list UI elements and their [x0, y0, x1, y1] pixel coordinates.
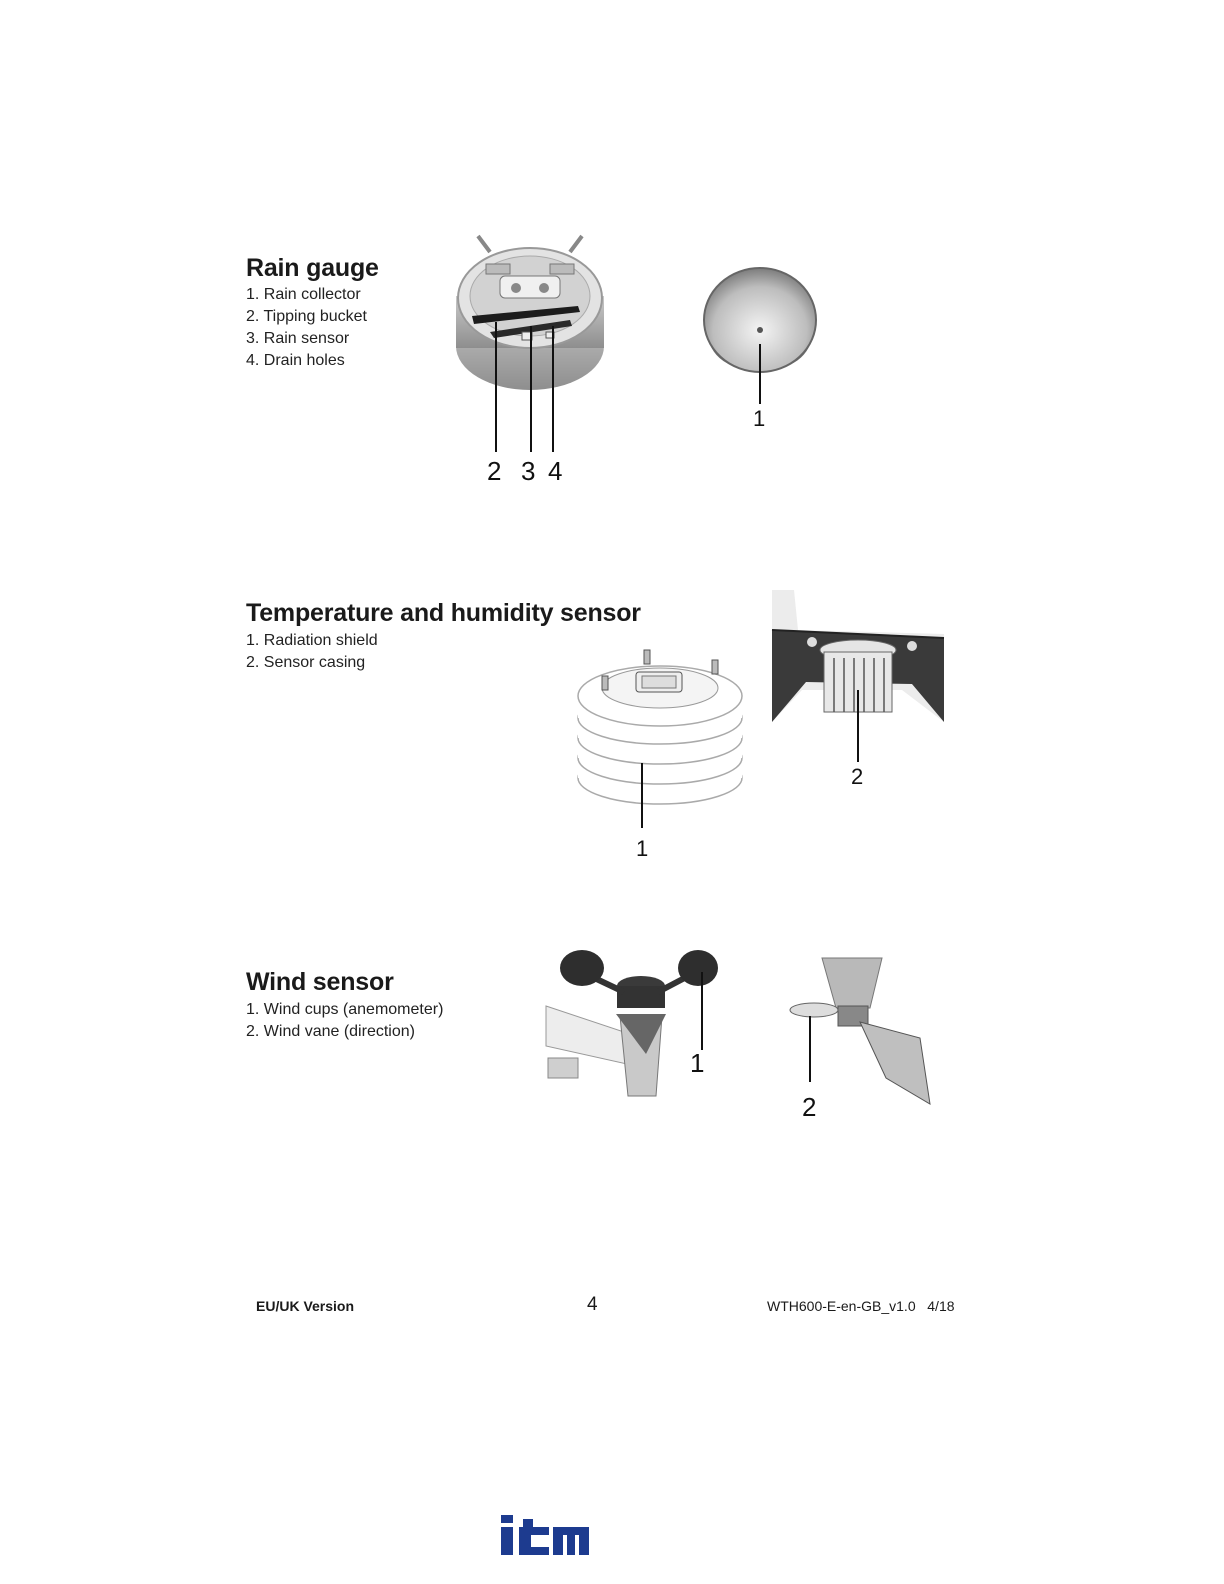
list-item: 2. Sensor casing: [246, 654, 366, 671]
list-item: 4. Drain holes: [246, 352, 345, 369]
radiation-shield-illustration: [572, 648, 748, 830]
list-item: 2. Tipping bucket: [246, 308, 367, 325]
rain-collector-callout-1: 1: [753, 406, 766, 431]
list-item: 1. Rain collector: [246, 286, 361, 303]
wind-sensor-title: Wind sensor: [246, 968, 394, 996]
rain-gauge-title: Rain gauge: [246, 254, 379, 282]
list-item: 1. Radiation shield: [246, 632, 378, 649]
radiation-shield-callout-1: 1: [636, 836, 649, 861]
wind-vane-illustration: [790, 958, 936, 1108]
temp-humidity-list: [246, 630, 378, 674]
rain-gauge-callout-3: 3: [521, 456, 536, 486]
rain-collector-illustration: [700, 262, 820, 407]
list-item: 1. Wind cups (anemometer): [246, 1001, 444, 1018]
rain-gauge-list: [246, 284, 367, 372]
wind-sensor-list: [246, 999, 443, 1043]
sensor-casing-illustration: [772, 590, 944, 764]
rain-gauge-callout-2: 2: [487, 456, 502, 486]
itm-logo: [499, 1515, 591, 1557]
sensor-casing-callout-2: 2: [851, 764, 864, 789]
wind-vane-callout-2: 2: [802, 1092, 817, 1122]
list-item: 2. Wind vane (direction): [246, 1023, 415, 1040]
wind-cups-callout-1: 1: [690, 1048, 705, 1078]
footer-doc-id: WTH600-E-en-GB_v1.0 4/18: [767, 1298, 955, 1314]
rain-gauge-callout-4: 4: [548, 456, 563, 486]
rain-gauge-base-illustration: [450, 236, 610, 456]
footer-version: EU/UK Version: [256, 1298, 355, 1314]
list-item: 3. Rain sensor: [246, 330, 350, 347]
temp-humidity-title: Temperature and humidity sensor: [246, 599, 641, 627]
footer-page-number: 4: [587, 1294, 598, 1315]
